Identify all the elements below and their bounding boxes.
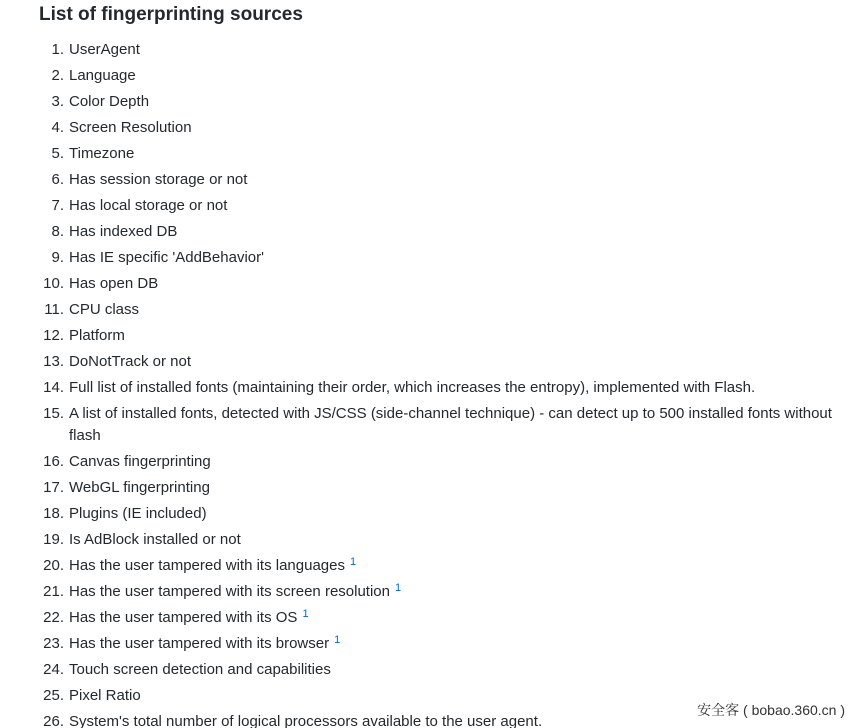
fingerprinting-sources-list xyxy=(0,39,865,728)
list-item-text: Has local storage or not xyxy=(69,197,228,214)
list-item-text: DoNotTrack or not xyxy=(69,353,191,370)
list-item-text: Has the user tampered with its OS xyxy=(69,609,298,626)
list-item xyxy=(0,659,865,681)
list-item-number: 1. xyxy=(51,41,64,58)
list-item-text: Has session storage or not xyxy=(69,171,248,188)
list-item-number: 2. xyxy=(51,67,64,84)
list-item-number: 17. xyxy=(43,479,64,496)
list-item-number: 25. xyxy=(43,687,64,704)
list-item-number: 21. xyxy=(43,583,64,600)
list-item-text: Has the user tampered with its browser xyxy=(69,635,330,652)
list-item-text: Canvas fingerprinting xyxy=(69,453,211,470)
list-item-number: 13. xyxy=(43,353,64,370)
list-item xyxy=(0,221,865,243)
list-item xyxy=(0,299,865,321)
list-item-number: 7. xyxy=(51,197,64,214)
list-item-number: 3. xyxy=(51,93,64,110)
list-item-text: Pixel Ratio xyxy=(69,687,141,704)
list-item-text: Color Depth xyxy=(69,93,150,110)
list-item-text: Has the user tampered with its languages xyxy=(69,557,345,574)
list-item-text: Is AdBlock installed or not xyxy=(69,531,241,548)
list-item xyxy=(0,273,865,295)
list-item xyxy=(0,91,865,113)
list-item-number: 12. xyxy=(43,327,64,344)
list-item-text: Touch screen detection and capabilities xyxy=(69,661,331,678)
list-item xyxy=(0,65,865,87)
list-item-text: Timezone xyxy=(69,145,135,162)
list-item-text: Has IE specific 'AddBehavior' xyxy=(69,249,264,266)
watermark: 安全客 ( bobao.360.cn ) xyxy=(693,700,849,720)
list-item-number: 10. xyxy=(43,275,64,292)
list-item-number: 16. xyxy=(43,453,64,470)
list-item-number: 9. xyxy=(51,249,64,266)
footnote-link[interactable]: 1 xyxy=(302,608,309,620)
list-item-number: 18. xyxy=(43,505,64,522)
list-item-number: 23. xyxy=(43,635,64,652)
list-item xyxy=(0,169,865,191)
list-item-text: Has the user tampered with its screen resolution xyxy=(69,583,390,600)
list-item-number: 15. xyxy=(43,405,64,422)
list-item-text: Language xyxy=(69,67,136,84)
list-item xyxy=(0,555,865,577)
list-item-text: WebGL fingerprinting xyxy=(69,479,210,496)
list-item-text: Screen Resolution xyxy=(69,119,192,136)
section-heading: List of fingerprinting sources xyxy=(39,4,303,25)
list-item-number: 8. xyxy=(51,223,64,240)
list-item-text: CPU class xyxy=(69,301,140,318)
list-item-text: System's total number of logical processors available to the user agent. xyxy=(69,713,543,728)
list-item xyxy=(0,529,865,551)
footnote-link[interactable]: 1 xyxy=(349,556,357,568)
footnote-link[interactable]: 1 xyxy=(394,582,402,594)
list-item-text: Has indexed DB xyxy=(69,223,178,240)
list-item-number: 24. xyxy=(43,661,64,678)
list-item-number: 22. xyxy=(43,609,64,626)
footnote-link[interactable]: 1 xyxy=(334,634,341,646)
list-item xyxy=(0,377,865,399)
list-item xyxy=(0,195,865,217)
list-item xyxy=(0,39,865,61)
list-item xyxy=(0,477,865,499)
list-item xyxy=(0,143,865,165)
list-item-number: 11. xyxy=(44,301,64,318)
list-item xyxy=(0,117,865,139)
list-item xyxy=(0,633,865,655)
list-item xyxy=(0,325,865,347)
list-item xyxy=(0,403,865,447)
list-item-text: A list of installed fonts, detected with JS/CSS (side-channel technique) - can detect up to 500 installed fonts without flash xyxy=(69,405,832,444)
list-item-number: 6. xyxy=(51,171,64,188)
list-item-number: 4. xyxy=(51,119,64,136)
list-item xyxy=(0,503,865,525)
list-item-number: 5. xyxy=(51,145,64,162)
list-item-number: 19. xyxy=(43,531,64,548)
list-item-text: Has open DB xyxy=(69,275,159,292)
list-item-number: 26. xyxy=(43,713,64,728)
list-item xyxy=(0,247,865,269)
list-item xyxy=(0,607,865,629)
list-item xyxy=(0,581,865,603)
list-item xyxy=(0,351,865,373)
list-item-number: 14. xyxy=(43,379,64,396)
list-item xyxy=(0,451,865,473)
list-item-number: 20. xyxy=(43,557,64,574)
list-item-text: Platform xyxy=(69,327,125,344)
list-item-text: Plugins (IE included) xyxy=(69,505,207,522)
list-item-text: Full list of installed fonts (maintaining their order, which increases the entropy), implemented with Flash. xyxy=(69,379,756,396)
list-item-text: UserAgent xyxy=(69,41,140,58)
